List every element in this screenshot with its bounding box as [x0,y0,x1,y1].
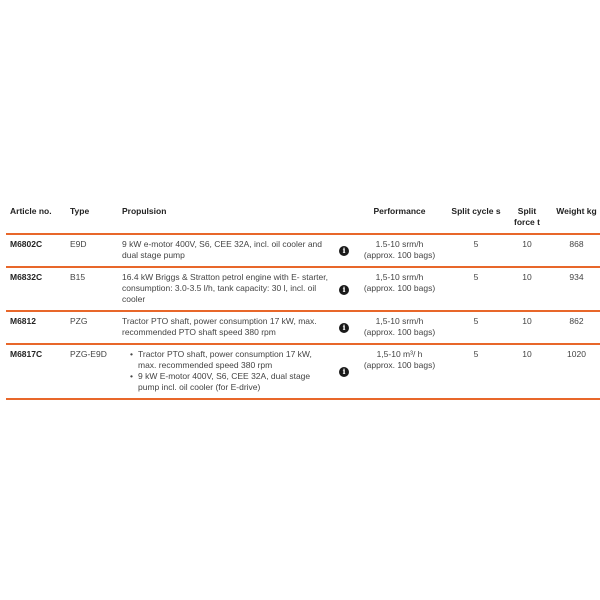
weight-cell: 862 [569,316,584,326]
propulsion-bullet-list [122,349,332,393]
table-row [6,311,600,344]
performance-cell [352,234,447,267]
header-row [6,203,600,234]
propulsion-bullet: • Tractor PTO shaft, power consumption 17 kW, max. recommended speed 380 rpm [132,349,332,371]
info-icon-cell [336,344,352,399]
header-icon-spacer [336,203,352,234]
performance-value: 1.5-10 srm/h [375,239,424,249]
type-cell: PZG [70,316,88,326]
split-force-cell: 10 [522,272,532,282]
split-force-cell: 10 [522,316,532,326]
header-propulsion: Propulsion [122,206,167,216]
table-row [6,234,600,267]
article-number: M6832C [10,272,43,282]
split-force-cell: 10 [522,239,532,249]
split-cycle-cell: 5 [473,316,479,326]
performance-cell [352,344,447,399]
header-type: Type [70,206,90,216]
type-cell: E9D [70,239,87,249]
performance-cell [352,267,447,311]
split-cycle-cell: 5 [473,272,479,282]
product-table-wrapper [6,203,600,400]
article-number: M6812 [10,316,36,326]
weight-cell: 1020 [567,349,586,359]
split-cycle-cell: 5 [473,239,479,249]
info-icon[interactable]: i [339,285,349,295]
table-row [6,344,600,399]
info-icon[interactable]: i [339,246,349,256]
performance-value: 1,5-10 srm/h [375,316,424,326]
header-split-force: Split force t [514,206,540,227]
article-number: M6817C [10,349,43,359]
product-table [6,203,600,400]
performance-note: (approx. 100 bags) [363,327,436,337]
performance-note: (approx. 100 bags) [363,283,436,293]
info-icon-cell [336,311,352,344]
table-row [6,267,600,311]
performance-note: (approx. 100 bags) [363,250,436,260]
propulsion-bullet: • 9 kW E-motor 400V, S6, CEE 32A, dual stage pump incl. oil cooler (for E-drive) [132,371,332,393]
info-icon[interactable]: i [339,367,349,377]
weight-cell: 934 [569,272,584,282]
performance-note: (approx. 100 bags) [363,360,436,370]
weight-cell: 868 [569,239,584,249]
propulsion-cell: Tractor PTO shaft, power consumption 17 kW, max. recommended PTO shaft speed 380 rpm [122,316,317,337]
article-number: M6802C [10,239,43,249]
split-cycle-cell: 5 [473,349,479,359]
propulsion-cell: 16.4 kW Briggs & Stratton petrol engine with E- starter, consumption: 3.0-3.5 l/h, tank capacity: 30 l, incl. oil cooler [122,272,328,304]
info-icon[interactable]: i [339,323,349,333]
header-weight: Weight kg [556,206,597,216]
info-icon-cell [336,234,352,267]
header-split-cycle: Split cycle s [451,206,501,216]
propulsion-cell: 9 kW e-motor 400V, S6, CEE 32A, incl. oil cooler and dual stage pump [122,239,323,260]
info-icon-cell [336,267,352,311]
header-performance: Performance [373,206,426,216]
propulsion-cell [118,344,336,399]
performance-value: 1,5-10 srm/h [375,272,424,282]
performance-value: 1,5-10 m³/ h [376,349,423,359]
split-force-cell: 10 [522,349,532,359]
performance-cell [352,311,447,344]
header-article: Article no. [10,206,52,216]
type-cell: PZG-E9D [70,349,107,359]
type-cell: B15 [70,272,86,282]
